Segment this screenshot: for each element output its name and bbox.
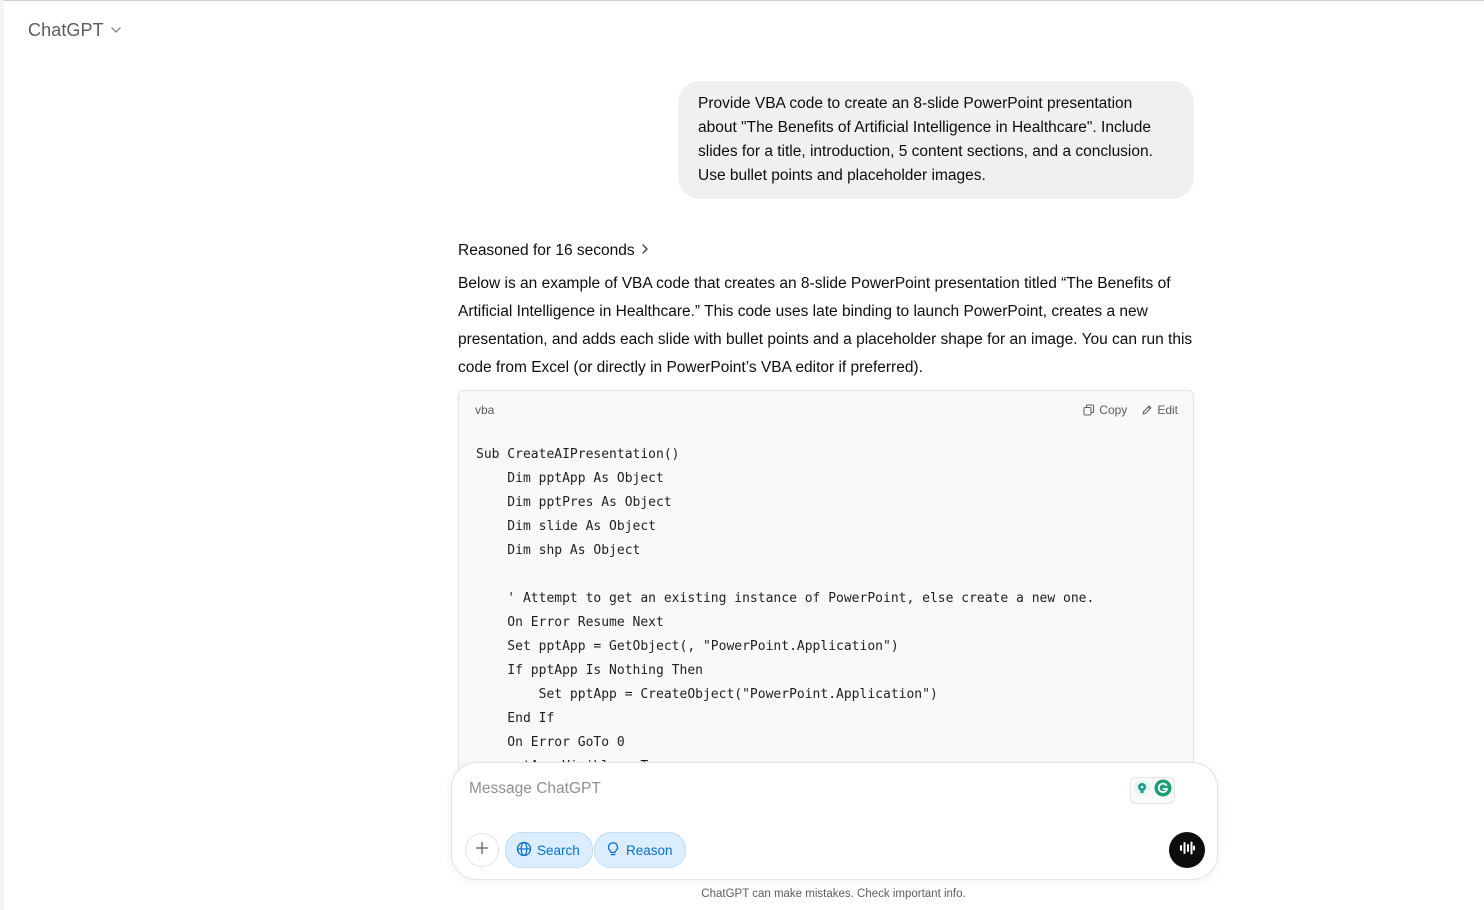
top-border bbox=[0, 0, 1484, 1]
chevron-down-icon bbox=[110, 24, 122, 36]
code-language-label: vba bbox=[475, 403, 495, 417]
assistant-message: Below is an example of VBA code that creates an 8-slide PowerPoint presentation titled “The Benefits of Artificial Intelligence in Healthcare.” This code uses late binding to launch PowerPoint, creates a new presentation, and adds each slide with bullet points and a placeholder shape for an image. You can run this code from Excel (or directly in PowerPoint’s VBA editor if preferred). bbox=[458, 275, 1193, 376]
reasoning-toggle[interactable] bbox=[458, 240, 650, 262]
voice-mode-button[interactable] bbox=[1169, 832, 1205, 868]
voice-waveform-icon bbox=[1178, 839, 1196, 862]
browser-extension-icons bbox=[1130, 777, 1175, 804]
copy-button[interactable] bbox=[1083, 403, 1127, 417]
reason-toggle-button[interactable] bbox=[594, 832, 686, 868]
code-content: Sub CreateAIPresentation() Dim pptApp As Object Dim pptPres As Object Dim slide As Object Dim shp As Object ' Attempt to get an existing instance of PowerPoint, else create a new one. On Error Resume Next Set pptApp = GetObject(, "PowerPoint.Application") If pptApp Is Nothing Then Set pptApp = CreateObject("PowerPoint.Application") End If On Error GoTo 0 bbox=[476, 447, 1095, 750]
search-toggle-button[interactable] bbox=[505, 832, 593, 868]
message-composer bbox=[451, 762, 1218, 880]
lightbulb-icon bbox=[605, 841, 621, 860]
copy-icon bbox=[1083, 404, 1095, 416]
code-block bbox=[458, 390, 1194, 812]
attach-button[interactable] bbox=[465, 833, 499, 867]
chevron-right-icon bbox=[640, 242, 650, 260]
bulb-extension-icon[interactable] bbox=[1133, 779, 1151, 802]
pencil-icon bbox=[1141, 404, 1153, 416]
copy-label: Copy bbox=[1099, 403, 1128, 417]
disclaimer-text bbox=[0, 888, 1484, 900]
code-block-header bbox=[459, 391, 1193, 429]
reason-label: Reason bbox=[626, 842, 673, 858]
message-input[interactable] bbox=[467, 777, 1091, 801]
app-title: ChatGPT bbox=[28, 19, 104, 40]
globe-icon bbox=[516, 841, 532, 860]
model-selector[interactable] bbox=[28, 17, 122, 43]
edit-button[interactable] bbox=[1141, 403, 1178, 417]
left-sidebar-edge bbox=[0, 0, 4, 910]
grammarly-icon[interactable] bbox=[1154, 779, 1172, 802]
plus-icon bbox=[475, 841, 489, 860]
reasoning-label: Reasoned for 16 seconds bbox=[458, 242, 635, 259]
edit-label: Edit bbox=[1157, 403, 1178, 417]
disclaimer-label: ChatGPT can make mistakes. Check important info. bbox=[701, 888, 966, 900]
search-label: Search bbox=[537, 842, 580, 858]
user-message: Provide VBA code to create an 8-slide PowerPoint presentation about "The Benefits of Artificial Intelligence in Healthcare". Include slides for a title, introduction, 5 content sections, and a conclusion. Use bullet points and placeholder images. bbox=[678, 81, 1194, 199]
